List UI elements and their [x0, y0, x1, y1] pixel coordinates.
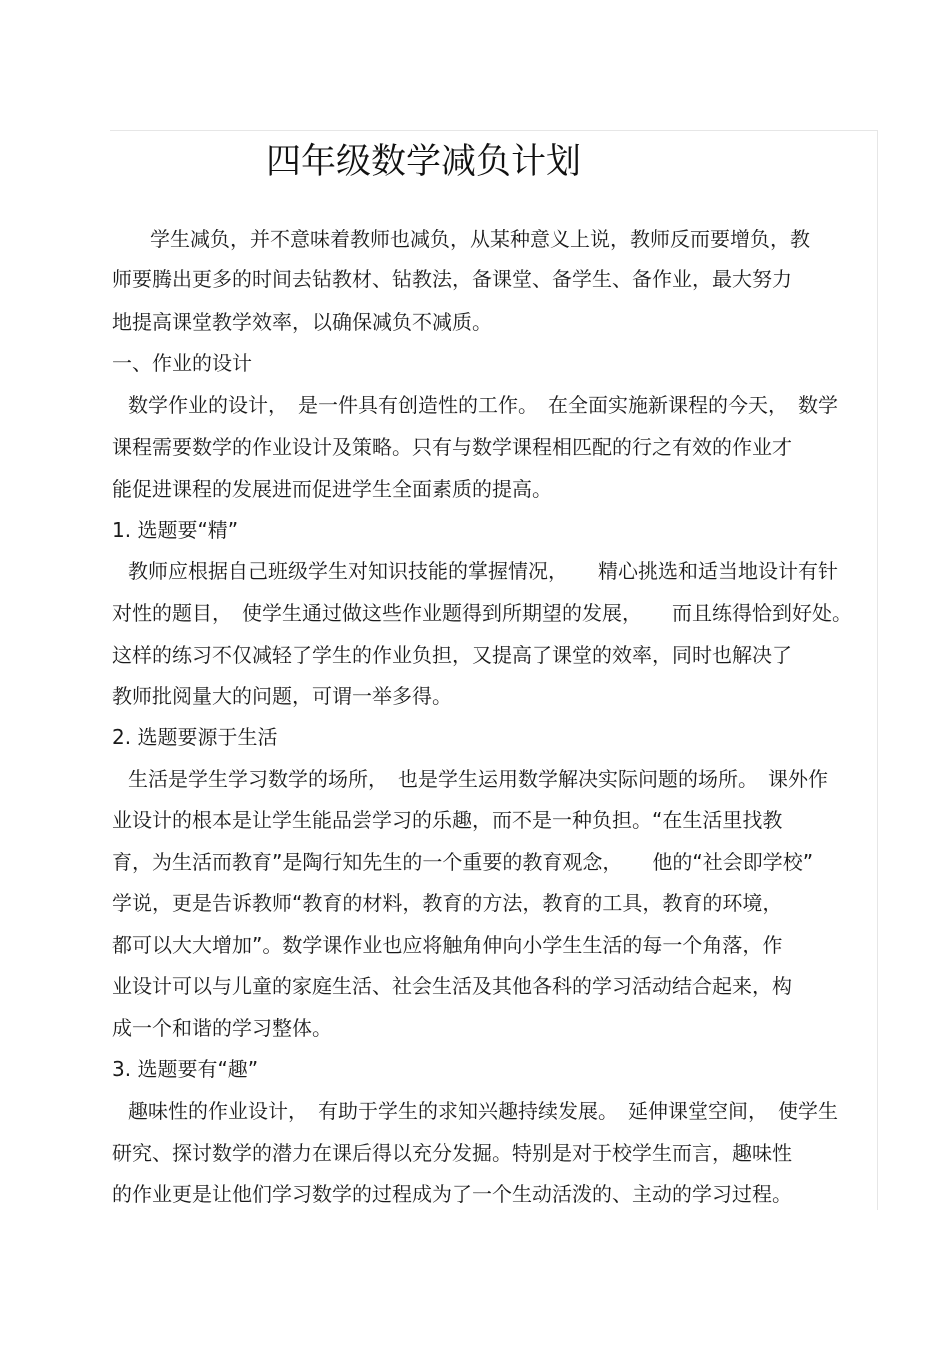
paragraph-line: 趣味性的作业设计， 有助于学生的求知兴趣持续发展。 延伸课堂空间， 使学生: [128, 1099, 838, 1123]
paragraph-line: 师要腾出更多的时间去钻教材、钻教法，备课堂、备学生、备作业，最大努力: [112, 267, 792, 291]
paragraph-line: 能促进课程的发展进而促进学生全面素质的提高。: [112, 477, 552, 501]
paragraph-line: 的作业更是让他们学习数学的过程成为了一个生动活泼的、主动的学习过程。: [112, 1182, 792, 1206]
subsection-heading: 3. 选题要有“趣”: [112, 1057, 259, 1081]
subsection-heading: 1. 选题要“精”: [112, 518, 239, 542]
paragraph-line: 业设计的根本是让学生能品尝学习的乐趣，而不是一种负担。“在生活里找教: [112, 808, 783, 832]
page-frame-top-border: [110, 130, 878, 131]
paragraph-line: 对性的题目， 使学生通过做这些作业题得到所期望的发展， 而且练得恰到好处。: [112, 601, 852, 625]
section-heading: 一、作业的设计: [112, 351, 252, 375]
paragraph-line: 生活是学生学习数学的场所， 也是学生运用数学解决实际问题的场所。 课外作: [128, 767, 828, 791]
page-frame-right-border: [877, 130, 878, 1210]
document-title: 四年级数学减负计划: [266, 142, 582, 182]
paragraph-line: 这样的练习不仅减轻了学生的作业负担，又提高了课堂的效率，同时也解决了: [112, 643, 792, 667]
paragraph-line: 数学作业的设计， 是一件具有创造性的工作。 在全面实施新课程的今天， 数学: [128, 393, 838, 417]
paragraph-line: 教师应根据自己班级学生对知识技能的掌握情况， 精心挑选和适当地设计有针: [128, 559, 838, 583]
paragraph-line: 学说，更是告诉教师“教育的材料，教育的方法，教育的工具，教育的环境，: [112, 891, 783, 915]
subsection-heading: 2. 选题要源于生活: [112, 725, 278, 749]
paragraph-line: 地提高课堂教学效率，以确保减负不减质。: [112, 310, 492, 334]
paragraph-line: 研究、探讨数学的潜力在课后得以充分发掘。特别是对于校学生而言，趣味性: [112, 1141, 792, 1165]
paragraph-line: 业设计可以与儿童的家庭生活、社会生活及其他各科的学习活动结合起来，构: [112, 974, 792, 998]
paragraph-line: 育，为生活而教育”是陶行知先生的一个重要的教育观念， 他的“社会即学校”: [112, 850, 814, 874]
paragraph-line: 都可以大大增加”。数学课作业也应将触角伸向小学生生活的每一个角落，作: [112, 933, 783, 957]
paragraph-line: 课程需要数学的作业设计及策略。只有与数学课程相匹配的行之有效的作业才: [112, 435, 792, 459]
paragraph-line: 学生减负，并不意味着教师也减负，从某种意义上说，教师反而要增负，教: [150, 227, 810, 251]
paragraph-line: 成一个和谐的学习整体。: [112, 1016, 332, 1040]
paragraph-line: 教师批阅量大的问题，可谓一举多得。: [112, 684, 452, 708]
